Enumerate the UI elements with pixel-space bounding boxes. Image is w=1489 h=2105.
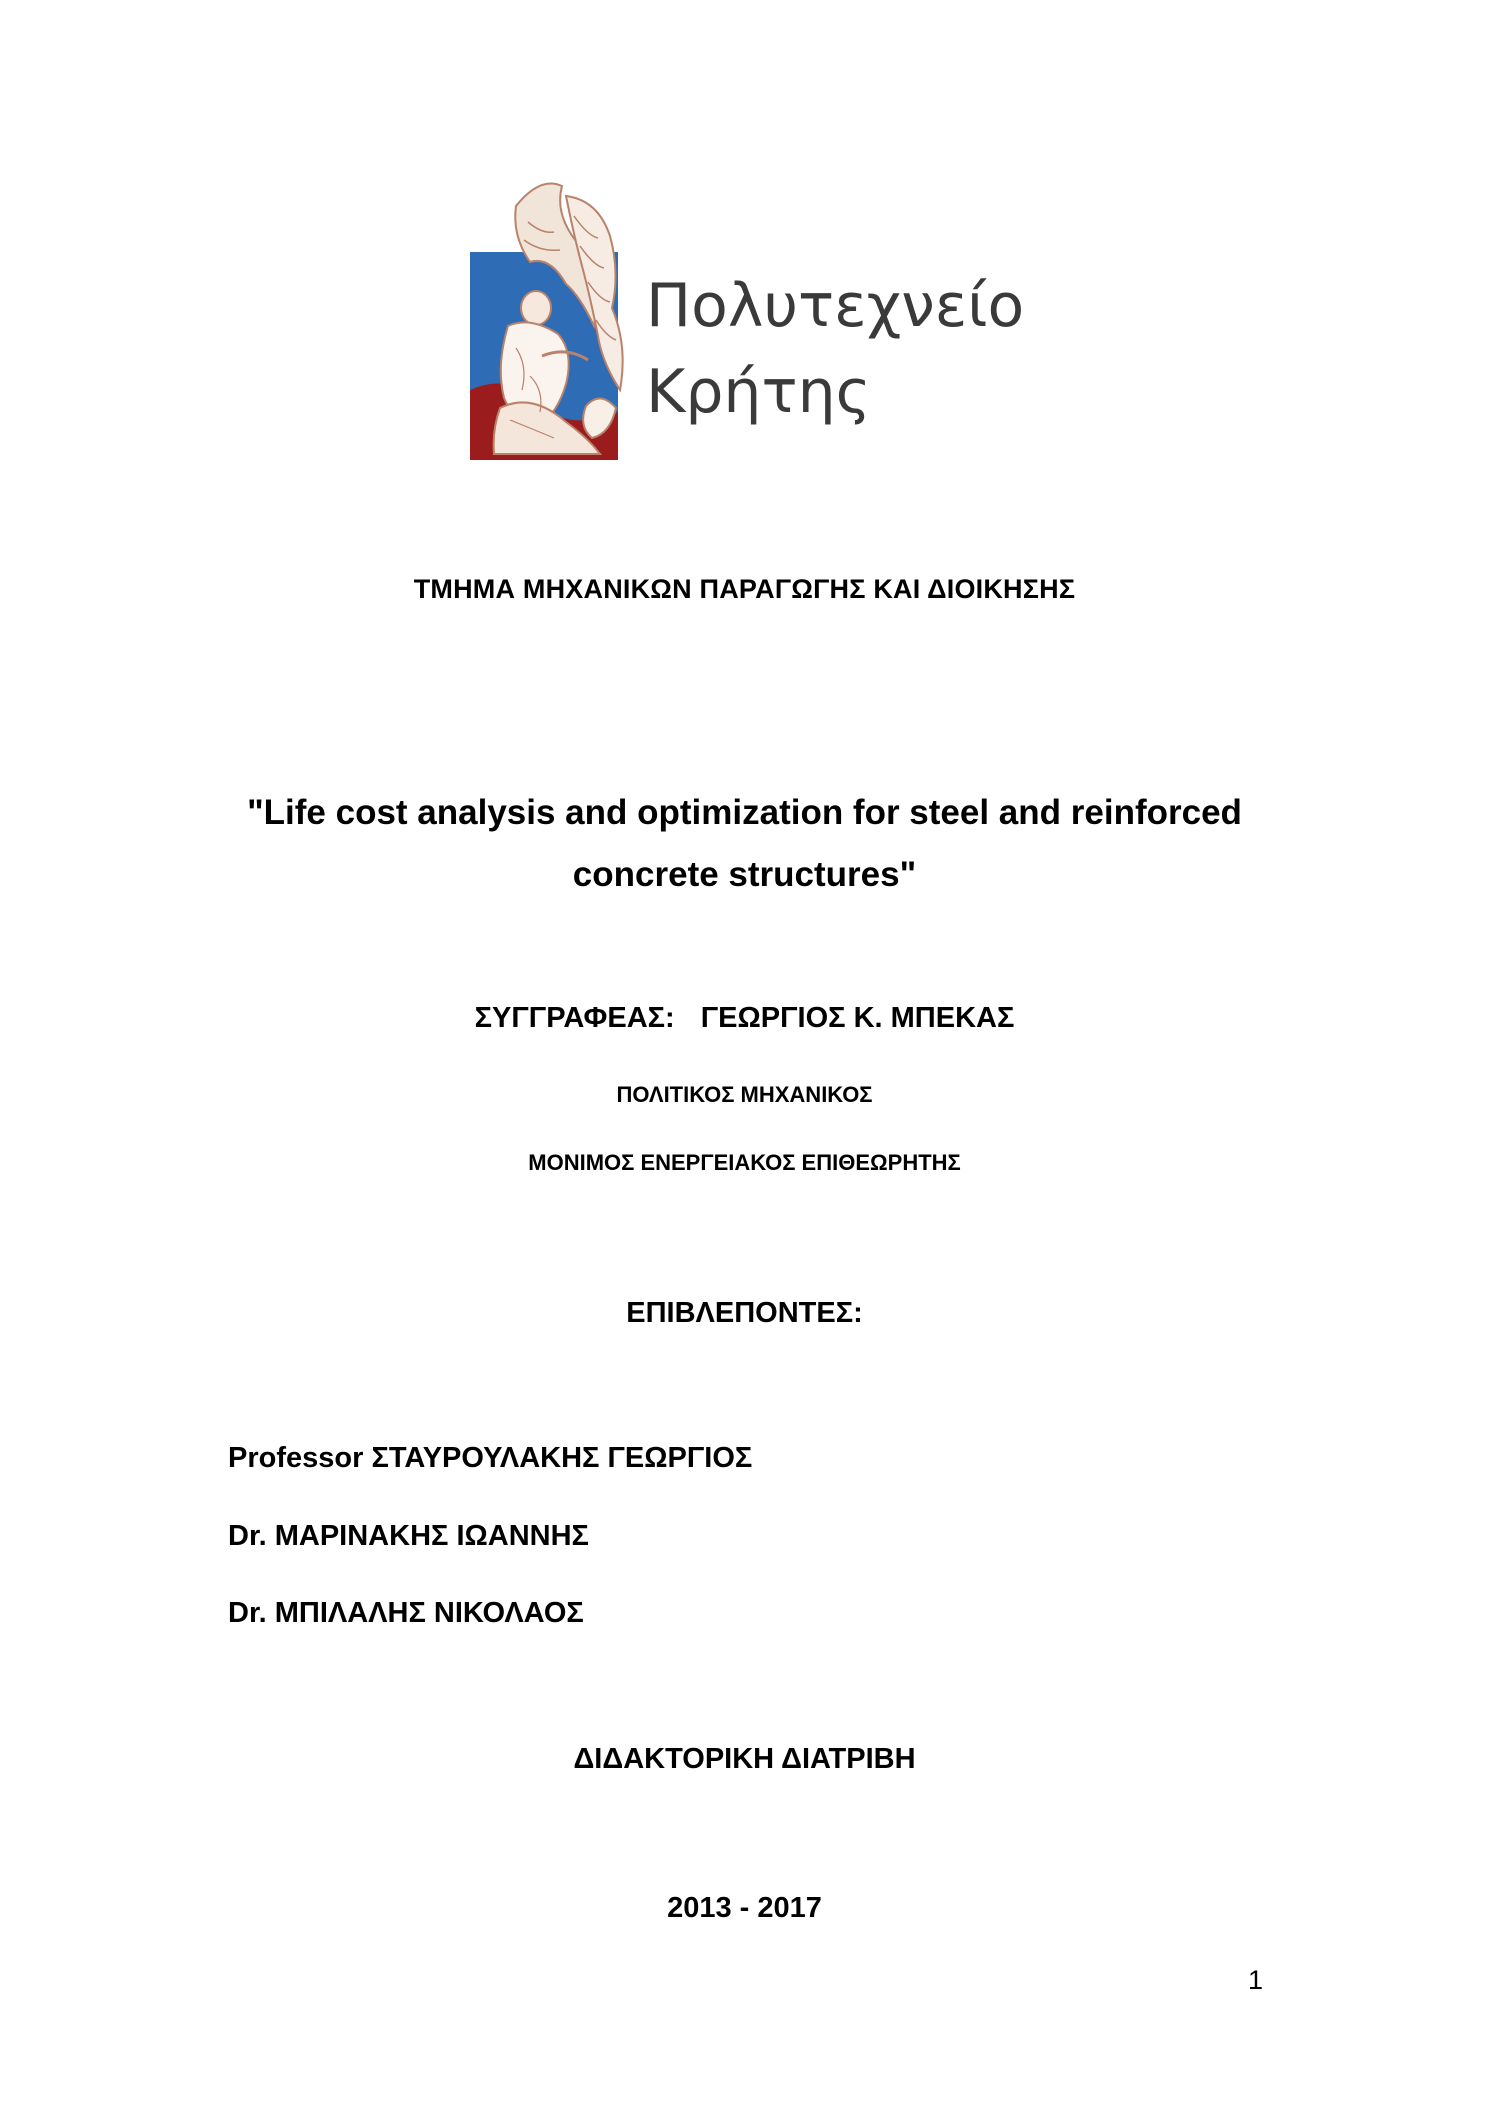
page-number: 1 <box>1248 1965 1264 1995</box>
author-name: ΓΕΩΡΓΙΟΣ Κ. ΜΠΕΚΑΣ <box>700 1002 1015 1034</box>
author-role-secondary: ΜΟΝΙΜΟΣ ΕΝΕΡΓΕΙΑΚΟΣ ΕΠΙΘΕΩΡΗΤΗΣ <box>528 1150 961 1175</box>
author-label: ΣΥΓΓΡΑΦΕΑΣ: <box>474 1002 675 1034</box>
supervisor-item: Dr. ΜΠΙΛΑΛΗΣ ΝΙΚΟΛΑΟΣ <box>228 1597 584 1629</box>
university-logo <box>470 176 1030 461</box>
thesis-years: 2013 - 2017 <box>667 1892 822 1924</box>
supervisor-item: Professor ΣΤΑΥΡΟΥΛΑΚΗΣ ΓΕΩΡΓΙΟΣ <box>228 1442 753 1474</box>
logo-figure-head <box>521 291 551 325</box>
department-name: ΤΜΗΜΑ ΜΗΧΑΝΙΚΩΝ ΠΑΡΑΓΩΓΗΣ ΚΑΙ ΔΙΟΙΚΗΣΗΣ <box>413 574 1076 604</box>
author-line <box>0 1002 1489 1035</box>
author-role: ΠΟΛΙΤΙΚΟΣ ΜΗΧΑΝΙΚΟΣ <box>616 1082 873 1107</box>
thesis-title: "Life cost analysis and optimization for steel and reinforced concrete structures" <box>247 793 1242 894</box>
supervisor-item: Dr. ΜΑΡΙΝΑΚΗΣ ΙΩΑΝΝΗΣ <box>228 1520 589 1552</box>
logo-text-line1: Πολυτεχνείο <box>646 271 1025 341</box>
supervisors-heading: ΕΠΙΒΛΕΠΟΝΤΕΣ: <box>626 1297 863 1329</box>
logo-text-line2: Κρήτης <box>646 357 871 427</box>
thesis-type: ΔΙΔΑΚΤΟΡΙΚΗ ΔΙΑΤΡΙΒΗ <box>573 1743 916 1775</box>
